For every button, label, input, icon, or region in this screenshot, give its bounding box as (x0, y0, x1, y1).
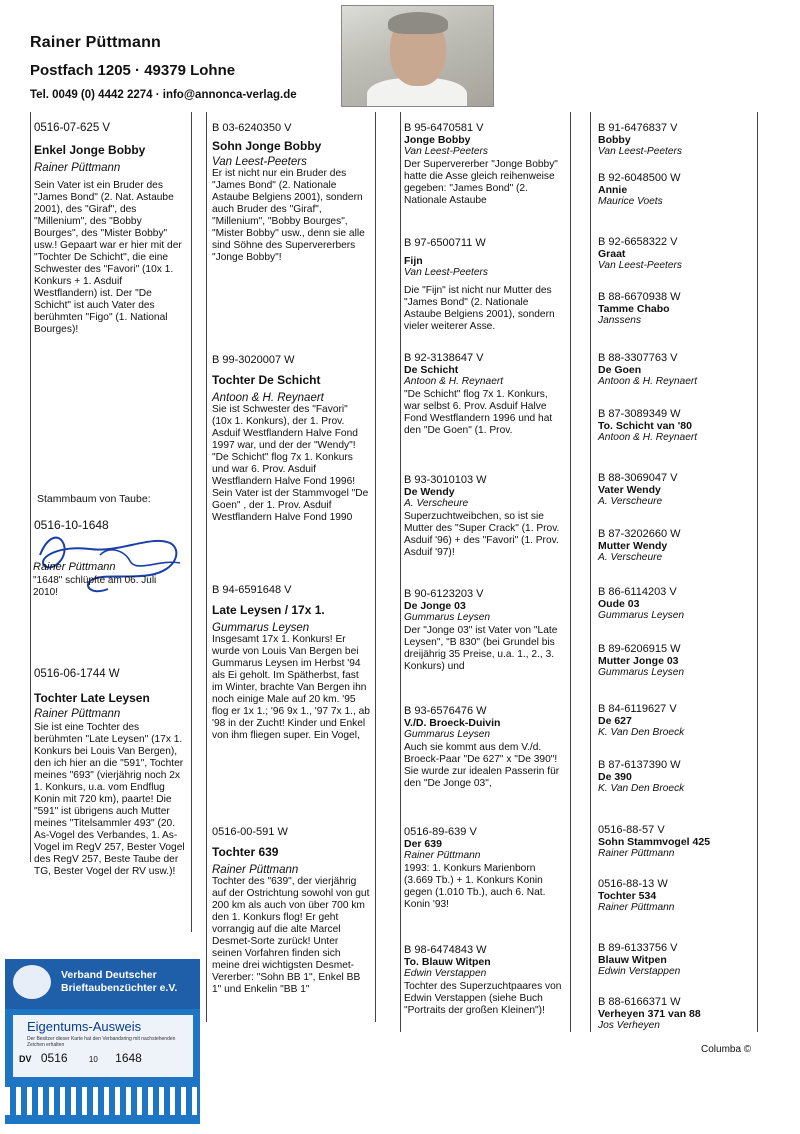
pigeon-name: Oude 03 (598, 598, 640, 610)
column-divider (570, 112, 571, 1032)
pigeon-name: Tochter 534 (598, 890, 657, 902)
pigeon-name: De 390 (598, 771, 632, 783)
ring-number: B 87-3202660 W (598, 528, 681, 540)
pigeon-name: De Wendy (404, 486, 455, 498)
description: 1993: 1. Konkurs Marienborn (3.669 Tb.) + 1. Konkurs Konin gegen (1.010 Tb.), auch 6. Nat. Konin '93! (404, 863, 546, 910)
pigeon-name: De 627 (598, 715, 632, 727)
ring-number: B 91-6476837 V (598, 122, 678, 134)
owner-name: Rainer Püttmann (212, 864, 299, 876)
column-divider (757, 112, 758, 1032)
pedigree-card (598, 643, 753, 679)
dv-label: DV (19, 1054, 32, 1064)
description: Sein Vater ist ein Bruder des "James Bond" (2. Nat. Astaube 2001), des "Giraf", des "Millenium", des "Bobby Bourges", des "Mister Bobby" usw.! Gepaart war er hier mit der "Tochter De Schicht", die eine Schwester des "Favori" (10x 1. Konkurs + 1. Asduif Westflandern) ist. Der "De Schicht" ist auch Vater des berühmten "Figo" (1. National Bourges)! (34, 180, 182, 335)
column-divider (30, 112, 31, 862)
ring-number: B 98-6474843 W (404, 944, 487, 956)
pedigree-card (404, 944, 566, 1017)
pedigree-card (404, 588, 566, 673)
pigeon-name: Bobby (598, 134, 631, 146)
pigeon-name: To. Blauw Witpen (404, 956, 491, 968)
description: Sie ist eine Tochter des berühmten "Late Leysen" (17x 1. Konkurs bei Louis Van Bergen), den ich hier an die "591", Tochter meines "693" (vierjährig noch 2x 1. Konkurs, u.a. vom Endflug Konin mit 720 km), paarte! Die "591" ist übrigens auch Mutter meines "Titelsammler 493" (20. As-Vogel des Verbandes, 1. As-Vogel im RegV 257, Bester Vogel des RegV 257, Beste Taube der TG, Bester Vogel der RV usw.)! (34, 722, 185, 877)
ring-number: B 89-6133756 V (598, 942, 678, 954)
pedigree-card (598, 472, 753, 508)
owner-name: Gummarus Leysen (598, 667, 685, 678)
ring-number: B 90-6123203 V (404, 588, 484, 600)
ring-number: 0516-88-13 W (598, 878, 668, 890)
description: Die "Fijn" ist nicht nur Mutter des "James Bond" (2. Nationale Astaube Belgiens 2001), sondern vieler weiterer Asse. (404, 285, 555, 332)
description: Der Supervererber "Jonge Bobby" hatte die Asse gleich reihenweise gegeben: "James Bond" (2. Nationale Astaube (404, 159, 558, 206)
owner-name: A. Verscheure (404, 498, 469, 509)
ring-number: B 88-3069047 V (598, 472, 678, 484)
description: Er ist nicht nur ein Bruder des "James Bond" (2. Nationale Astaube Belgiens 2001), sondern auch Bruder des "Giraf", "Millenium", "Bobby Bourges", "Mister Bobby" usw., denn sie alle sind Söhne des Supervererbers "Jonge Bobby"! (212, 168, 365, 263)
pedigree-card (598, 703, 753, 739)
owner-name: A. Verscheure (598, 552, 663, 563)
owner-name: K. Van Den Broeck (598, 727, 685, 738)
description: Superzuchtweibchen, so ist sie Mutter des "Super Crack" (1. Prov. Asduif '96) + des "Favori" (1. Prov. Asduif '97)! (404, 511, 560, 558)
ring-number: 0516-89-639 V (404, 826, 477, 838)
pigeon-name: De Schicht (404, 364, 459, 376)
owner-name: K. Van Den Broeck (598, 783, 685, 794)
pigeon-name: Tochter 639 (212, 845, 279, 859)
pigeon-name: Sohn Jonge Bobby (212, 139, 322, 153)
breeder-address: Postfach 1205 · 49379 Lohne (30, 62, 236, 79)
ring-number: B 88-6670938 W (598, 291, 681, 303)
pedigree-card-subject (34, 122, 186, 336)
pedigree-card (598, 759, 753, 795)
owner-name: Janssens (598, 315, 642, 326)
pedigree-card (598, 408, 753, 444)
owner-name: Rainer Püttmann (34, 162, 121, 174)
copyright: Columba © (701, 1044, 752, 1055)
pedigree-card (212, 354, 370, 524)
owner-name: Van Leest-Peeters (598, 260, 683, 271)
pigeon-name: Der 639 (404, 838, 442, 850)
description: Insgesamt 17x 1. Konkurs! Er wurde von Louis Van Bergen bei Gummarus Leysen im Herbst '94 als Ei geholt. Im Spätherbst, fast im Winter, brachte Van Bergen ihn noch einige Male auf 20 km. '95 flog er 1x 1.; '96 9x 1., '97 7x 1., ab '98 in der Zucht! Kinder und Enkel von ihm fliegen super. Ein Vogel, (212, 634, 370, 741)
pedigree-card (598, 942, 753, 978)
owner-name: Van Leest-Peeters (404, 146, 489, 157)
pigeon-name: Sohn Stammvogel 425 (598, 836, 711, 848)
description: Tochter des Superzuchtpaares von Edwin Verstappen (siehe Buch "Portraits der großen Kleinen")! (404, 981, 562, 1016)
signature-name: Rainer Püttmann (33, 561, 116, 573)
ring-number: B 93-3010103 W (404, 474, 487, 486)
owner-name: Van Leest-Peeters (598, 146, 683, 157)
pedigree-card (598, 824, 753, 860)
ring-number: B 99-3020007 W (212, 354, 295, 366)
barcode-stripe (5, 1087, 200, 1115)
owner-name: Edwin Verstappen (598, 966, 681, 977)
ring-number: B 87-6137390 W (598, 759, 681, 771)
breeder-photo (341, 5, 494, 107)
owner-name: Gummarus Leysen (212, 622, 310, 634)
ring-serial: 1648 (115, 1051, 142, 1065)
pedigree-card (212, 826, 370, 996)
ring-number: B 87-3089349 W (598, 408, 681, 420)
ownership-card (5, 959, 200, 1124)
pedigree-card (404, 352, 566, 437)
ring-number: B 94-6591648 V (212, 584, 292, 596)
description: "De Schicht" flog 7x 1. Konkurs, war selbst 6. Prov. Asduif Halve Fond Westflandern 1996 und hat den "De Goen" (1. Prov. (404, 389, 553, 436)
pedigree-card (404, 826, 566, 911)
ring-number: B 88-6166371 W (598, 996, 681, 1008)
owner-name: Rainer Püttmann (598, 902, 675, 913)
pedigree-card (598, 586, 753, 622)
column-divider (206, 112, 207, 1022)
ring-number: B 88-3307763 V (598, 352, 678, 364)
pedigree-card (598, 172, 753, 208)
ring-number: B 86-6114203 V (598, 586, 677, 598)
association-name: Verband Deutscher Brieftaubenzüchter e.V. (61, 969, 178, 994)
ownership-card-title: Eigentums-Ausweis (27, 1019, 142, 1034)
pedigree-card (598, 352, 753, 388)
breeder-name: Rainer Püttmann (30, 34, 162, 51)
subject-ring: 0516-10-1648 (34, 518, 109, 532)
pigeon-name: De Goen (598, 364, 642, 376)
owner-name: Gummarus Leysen (598, 610, 685, 621)
owner-name: Antoon & H. Reynaert (404, 376, 504, 387)
pigeon-name: Blauw Witpen (598, 954, 667, 966)
pedigree-card (404, 474, 566, 559)
ring-number: B 92-6048500 W (598, 172, 681, 184)
year-code: 10 (88, 1055, 98, 1064)
ring-number: B 92-3138647 V (404, 352, 484, 364)
ring-number: B 03-6240350 V (212, 122, 292, 134)
pedigree-label: Stammbaum von Taube: (37, 493, 151, 505)
owner-name: Van Leest-Peeters (404, 267, 489, 278)
pedigree-card (404, 237, 566, 333)
pigeon-name: V./D. Broeck-Duivin (404, 717, 501, 729)
pigeon-name: Fijn (404, 255, 423, 267)
owner-name: Van Leest-Peeters (212, 156, 307, 168)
pigeon-name: Enkel Jonge Bobby (34, 143, 146, 157)
ring-code (19, 1051, 142, 1065)
pigeon-logo-icon (13, 965, 51, 999)
pigeon-name: To. Schicht van '80 (598, 420, 692, 432)
pedigree-card (598, 528, 753, 564)
pigeon-name: Tamme Chabo (598, 303, 670, 315)
breeder-contact: Tel. 0049 (0) 4442 2274 · info@annonca-verlag.de (30, 89, 297, 101)
description: Auch sie kommt aus dem V./d. Broeck-Paar "De 627" x "De 390"! Sie wurde zur idealen Passerin für den "De Jonge 03", (404, 742, 560, 789)
pigeon-name: Mutter Jonge 03 (598, 655, 679, 667)
pigeon-name: Graat (598, 248, 626, 260)
owner-name: Antoon & H. Reynaert (598, 432, 698, 443)
column-divider (590, 112, 591, 1032)
description: Sie ist Schwester des "Favori" (10x 1. Konkurs), der 1. Prov. Asduif Westflandern Halve Fond 1997 war, und der der "Wendy"! "De Schicht" flog 7x 1. Konkurs und war 6. Prov. Asduif Westflandern Halve Fond 1996! Sein Vater ist der Stammvogel "De Goen" , der 1. Prov. Asduif Westflandern Halve Fond 1990 (212, 404, 369, 523)
ring-number: 0516-07-625 V (34, 122, 111, 134)
column-divider (400, 112, 401, 1032)
owner-name: Gummarus Leysen (404, 729, 491, 740)
pedigree-card (212, 584, 370, 742)
hatch-note: "1648" schlüpfte am 06. Juli 2010! (33, 575, 157, 598)
ownership-card-fineprint: Der Besitzer dieser Karte hat den Verbandsring mit nachstehenden Zeichen erhalten (27, 1036, 176, 1048)
description: Der "Jonge 03" ist Vater von "Late Leysen", "B 830" (bei Grundel bis dreijährig 35 Preise, u.a. 1., 2., 3. Konkurs) und (404, 625, 558, 672)
ring-number: 0516-00-591 W (212, 826, 288, 838)
column-divider (191, 112, 192, 932)
ring-number: B 95-6470581 V (404, 122, 484, 134)
pedigree-card (404, 705, 566, 790)
description: Tochter des "639", der vierjährig auf der Ostrichtung sowohl von gut 200 km als auch von über 700 km den 1. Konkurs flog! Er geht vorrangig auf die alte Marcel Desmet-Sorte zurück! Unter seinen Vorfahren finden sich meine drei wichtigsten Desmet-Vererber: "Sohn BB 1", Enkel BB 1" und Enkelin "BB 1" (212, 876, 370, 995)
pigeon-name: Jonge Bobby (404, 134, 471, 146)
ring-number: B 97-6500711 W (404, 237, 486, 249)
ring-number: 0516-88-57 V (598, 824, 665, 836)
pedigree-card (598, 878, 753, 914)
pigeon-name: Tochter De Schicht (212, 373, 321, 387)
column-divider (375, 112, 376, 1022)
pedigree-card-dam (34, 668, 186, 878)
pigeon-name: Late Leysen / 17x 1. (212, 603, 325, 617)
pigeon-name: Annie (598, 184, 628, 196)
pedigree-card (598, 122, 753, 158)
pedigree-card (598, 236, 753, 272)
ring-number: B 84-6119627 V (598, 703, 677, 715)
pigeon-name: Mutter Wendy (598, 540, 668, 552)
pedigree-card (212, 122, 370, 264)
owner-name: Rainer Püttmann (404, 850, 481, 861)
pedigree-card (598, 996, 753, 1032)
ring-number: B 89-6206915 W (598, 643, 681, 655)
owner-name: Antoon & H. Reynaert (598, 376, 698, 387)
owner-name: Rainer Püttmann (598, 848, 675, 859)
owner-name: A. Verscheure (598, 496, 663, 507)
owner-name: Rainer Püttmann (34, 708, 121, 720)
pigeon-name: De Jonge 03 (404, 600, 466, 612)
pedigree-card (598, 291, 753, 327)
ring-number: 0516-06-1744 W (34, 668, 120, 680)
pigeon-name: Vater Wendy (598, 484, 661, 496)
ring-number: B 92-6658322 V (598, 236, 678, 248)
pigeon-name: Verheyen 371 van 88 (598, 1008, 701, 1020)
owner-name: Gummarus Leysen (404, 612, 491, 623)
pigeon-name: Tochter Late Leysen (34, 691, 150, 705)
club-code: 0516 (40, 1051, 68, 1065)
pedigree-card (404, 122, 566, 207)
owner-name: Maurice Voets (598, 196, 663, 207)
owner-name: Jos Verheyen (598, 1020, 660, 1031)
owner-name: Edwin Verstappen (404, 968, 487, 979)
owner-name: Antoon & H. Reynaert (212, 392, 324, 404)
ring-number: B 93-6576476 W (404, 705, 487, 717)
